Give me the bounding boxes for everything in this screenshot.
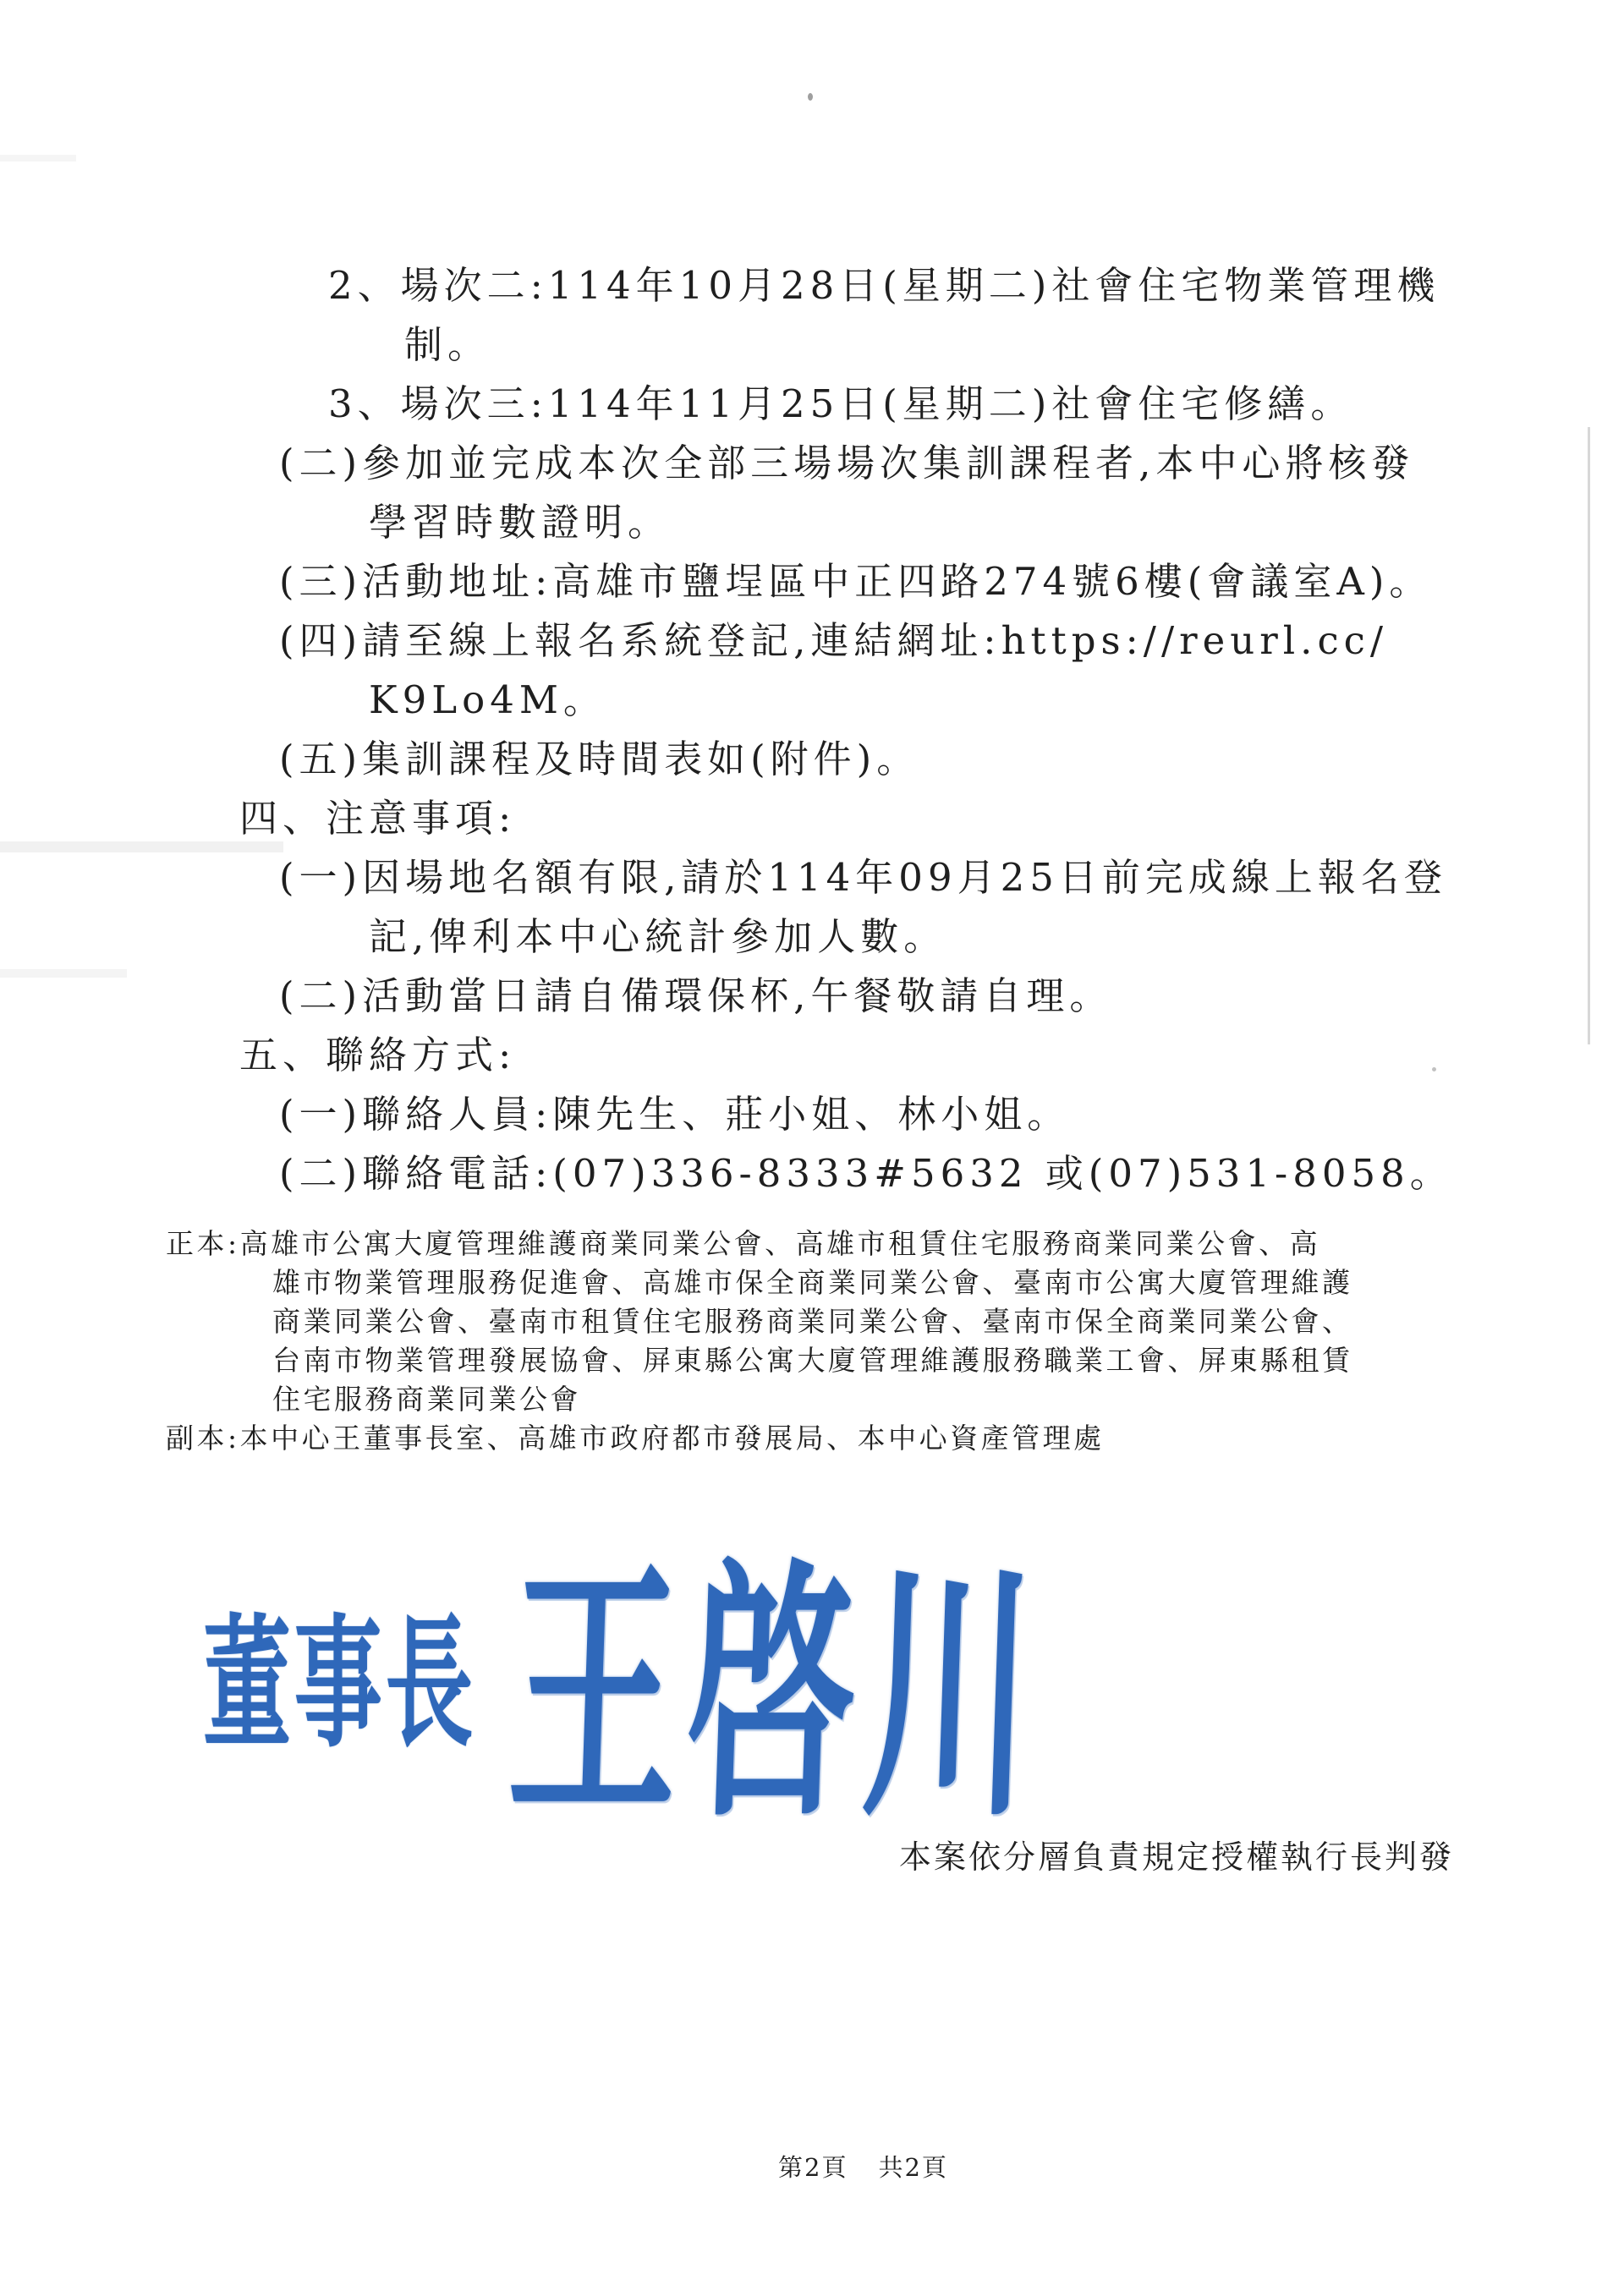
body-line: (二)參加並完成本次全部三場場次集訓課程者,本中心將核發 bbox=[279, 441, 1415, 485]
body-line: 3、場次三:114年11月25日(星期二)社會住宅修繕。 bbox=[328, 381, 1354, 426]
signature-name: 王啓川 bbox=[503, 1534, 1047, 1853]
body-line: K9Lo4M。 bbox=[369, 677, 606, 722]
body-line: (二)活動當日請自備環保杯,午餐敬請自理。 bbox=[279, 973, 1113, 1018]
body-line: 制。 bbox=[404, 322, 491, 367]
page-footer bbox=[778, 2149, 948, 2184]
body-line: 記,俾利本中心統計參加人數。 bbox=[369, 914, 947, 959]
page-total: 共2頁 bbox=[878, 2153, 948, 2182]
recipients-block bbox=[0, 1225, 1624, 1458]
body-line-section-heading: 四、注意事項: bbox=[239, 796, 517, 841]
body-line: (一)聯絡人員:陳先生、莊小姐、林小姐。 bbox=[279, 1092, 1071, 1137]
chairman-signature-stamp bbox=[203, 1507, 1175, 1853]
page-number: 第2頁 bbox=[778, 2153, 848, 2182]
recipient-line-original: 正本:高雄市公寓大廈管理維護商業同業公會、高雄市租賃住宅服務商業同業公會、高 bbox=[166, 1227, 1321, 1260]
recipient-line-copy: 副本:本中心王董事長室、高雄市政府都市發展局、本中心資產管理處 bbox=[166, 1422, 1105, 1455]
body-line-section-heading: 五、聯絡方式: bbox=[239, 1033, 517, 1077]
signature-title: 董事長 bbox=[203, 1598, 477, 1767]
recipient-line: 台南市物業管理發展協會、屏東縣公寓大廈管理維護服務職業工會、屏東縣租賃 bbox=[272, 1344, 1353, 1377]
body-line: 學習時數證明。 bbox=[369, 500, 672, 545]
body-line: (一)因場地名額有限,請於114年09月25日前完成線上報名登 bbox=[279, 855, 1447, 900]
authorization-note: 本案依分層負責規定授權執行長判發 bbox=[899, 1838, 1455, 1876]
scan-streak bbox=[0, 155, 76, 162]
body-line: (二)聯絡電話:(07)336-8333#5632 或(07)531-8058。 bbox=[279, 1151, 1453, 1196]
recipient-line: 商業同業公會、臺南市租賃住宅服務商業同業公會、臺南市保全商業同業公會、 bbox=[272, 1305, 1353, 1338]
recipient-line: 住宅服務商業同業公會 bbox=[272, 1383, 581, 1416]
scan-speck bbox=[808, 93, 813, 101]
body-line: (五)集訓課程及時間表如(附件)。 bbox=[279, 737, 920, 781]
body-line: 2、場次二:114年10月28日(星期二)社會住宅物業管理機 bbox=[328, 263, 1440, 308]
recipient-line: 雄市物業管理服務促進會、高雄市保全商業同業公會、臺南市公寓大廈管理維護 bbox=[272, 1266, 1353, 1299]
body-line: (四)請至線上報名系統登記,連結網址:https://reurl.cc/ bbox=[279, 618, 1389, 663]
document-body bbox=[0, 256, 1624, 1203]
body-line: (三)活動地址:高雄市鹽埕區中正四路274號6樓(會議室A)。 bbox=[279, 559, 1433, 604]
